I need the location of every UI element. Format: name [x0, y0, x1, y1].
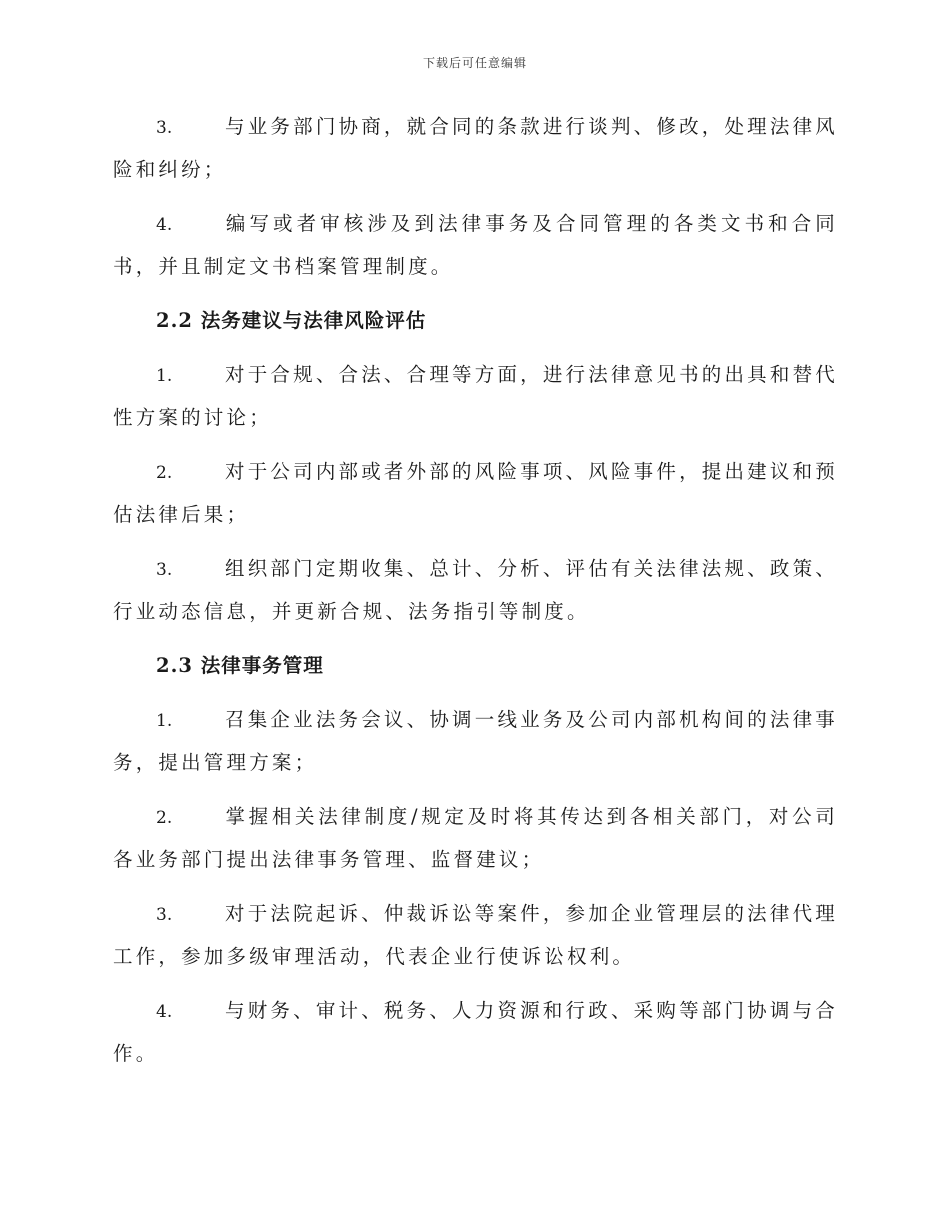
item-text: 掌握相关法律制度/规定及时将其传达到各相关部门，对公司各业务部门提出法律事务管理、监督建议； [113, 805, 838, 871]
item-text: 编写或者审核涉及到法律事务及合同管理的各类文书和合同书，并且制定文书档案管理制度。 [113, 212, 838, 278]
list-item [113, 203, 838, 288]
page-header: 下载后可任意编辑 [422, 56, 527, 70]
section-heading: 2.2 法务建议与法律风险评估 [156, 309, 427, 332]
item-text: 与财务、审计、税务、人力资源和行政、采购等部门协调与合作。 [113, 999, 838, 1065]
item-number: 1. [156, 711, 173, 731]
item-text: 对于法院起诉、仲裁诉讼等案件，参加企业管理层的法律代理工作，参加多级审理活动，代表企业行使诉讼权利。 [113, 902, 838, 968]
list-item [113, 990, 838, 1075]
list-item [113, 699, 838, 784]
item-text: 召集企业法务会议、协调一线业务及公司内部机构间的法律事务，提出管理方案； [113, 708, 838, 774]
item-text: 对于合规、合法、合理等方面，进行法律意见书的出具和替代性方案的讨论； [113, 363, 838, 429]
item-number: 4. [156, 215, 173, 235]
list-item [113, 893, 838, 978]
section-heading: 2.3 法律事务管理 [156, 654, 324, 677]
item-text: 对于公司内部或者外部的风险事项、风险事件，提出建议和预估法律后果； [113, 460, 838, 526]
list-item [113, 451, 838, 536]
item-number: 3. [156, 118, 173, 138]
item-number: 3. [156, 560, 173, 580]
list-item [113, 106, 838, 191]
item-number: 2. [156, 463, 173, 483]
list-item [113, 548, 838, 633]
list-item [113, 796, 838, 881]
item-number: 3. [156, 905, 173, 925]
item-text: 组织部门定期收集、总计、分析、评估有关法律法规、政策、行业动态信息，并更新合规、法务指引等制度。 [113, 557, 838, 623]
item-number: 4. [156, 1002, 173, 1022]
item-number: 1. [156, 366, 173, 386]
document-body [113, 106, 838, 1087]
item-number: 2. [156, 808, 173, 828]
list-item [113, 354, 838, 439]
item-text: 与业务部门协商，就合同的条款进行谈判、修改，处理法律风险和纠纷； [113, 115, 838, 181]
